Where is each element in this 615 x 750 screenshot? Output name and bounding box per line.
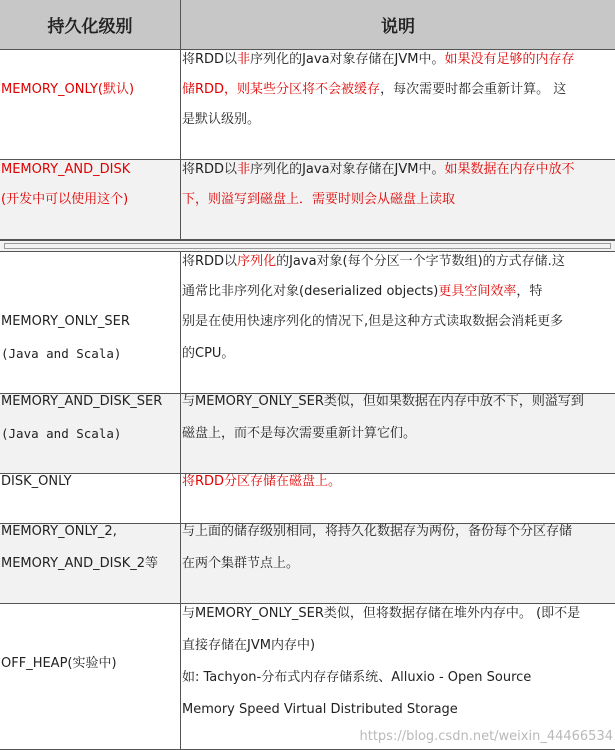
level-text: MEMORY_AND_DISK bbox=[1, 162, 131, 177]
level-cell bbox=[0, 524, 181, 603]
level-cell bbox=[0, 252, 181, 393]
description-text: 通常比非序列化对象(deserialized objects)更具空间效率，特 bbox=[182, 284, 543, 299]
watermark: https://blog.csdn.net/weixin_44466534 bbox=[359, 729, 613, 744]
table-row bbox=[0, 252, 615, 394]
level-text: OFF_HEAP(实验中) bbox=[1, 656, 117, 671]
header-level: 持久化级别 bbox=[0, 0, 181, 49]
description-text: 将RDD以非序列化的Java对象存储在JVM中。如果数据在内存中放不 bbox=[182, 162, 575, 177]
description-text: 是默认级别。 bbox=[182, 112, 261, 127]
description-cell bbox=[181, 160, 615, 239]
header-description: 说明 bbox=[381, 17, 415, 37]
description-text: 磁盘上，而不是每次需要重新计算它们。 bbox=[182, 426, 417, 441]
level-text: MEMORY_ONLY(默认) bbox=[1, 82, 135, 97]
description-text: 与上面的储存级别相同，将持久化数据存为两份，备份每个分区存储 bbox=[182, 524, 573, 539]
description-text: 在两个集群节点上。 bbox=[182, 556, 300, 571]
description-cell bbox=[181, 252, 615, 393]
level-text: MEMORY_ONLY_SER bbox=[1, 314, 130, 329]
level-cell bbox=[0, 160, 181, 239]
level-cell bbox=[0, 604, 181, 749]
description-text: 与MEMORY_ONLY_SER类似，但将数据存储在堆外内存中。 (即不是 bbox=[182, 606, 581, 621]
level-text: DISK_ONLY bbox=[1, 474, 72, 489]
description-text: Memory Speed Virtual Distributed Storage bbox=[182, 702, 458, 717]
table-row bbox=[0, 50, 615, 160]
description-text: 下，则溢写到磁盘上．需要时则会从磁盘上读取 bbox=[182, 192, 456, 207]
description-text: 将RDD以非序列化的Java对象存储在JVM中。如果没有足够的内存存 bbox=[182, 52, 575, 67]
description-cell bbox=[181, 50, 615, 159]
description-text: 储RDD，则某些分区将不会被缓存，每次需要时都会重新计算。 这 bbox=[182, 82, 567, 97]
level-text: (开发中可以使用这个) bbox=[1, 192, 129, 207]
description-cell bbox=[181, 524, 615, 603]
level-text: MEMORY_AND_DISK_2等 bbox=[1, 556, 159, 571]
description-cell bbox=[181, 394, 615, 473]
level-cell bbox=[0, 50, 181, 159]
description-text: 的CPU。 bbox=[182, 346, 235, 361]
description-text: 将RDD以序列化的Java对象(每个分区一个字节数组)的方式存储.这 bbox=[182, 254, 565, 269]
table-header bbox=[0, 0, 615, 50]
description-text: 直接存储在JVM内存中) bbox=[182, 638, 316, 653]
table-row bbox=[0, 160, 615, 240]
description-text: 与MEMORY_ONLY_SER类似，但如果数据在内存中放不下，则溢写到 bbox=[182, 394, 584, 409]
level-text: MEMORY_AND_DISK_SER bbox=[1, 394, 163, 409]
row-separator bbox=[0, 240, 615, 252]
level-text: (Java and Scala) bbox=[1, 346, 122, 361]
level-cell bbox=[0, 394, 181, 473]
description-text: 别是在使用快速序列化的情况下,但是这种方式读取数据会消耗更多 bbox=[182, 314, 564, 329]
table-row bbox=[0, 524, 615, 604]
level-text: MEMORY_ONLY_2, bbox=[1, 524, 117, 539]
table-row bbox=[0, 394, 615, 474]
description-text: 如: Tachyon-分布式内存存储系统、Alluxio - Open Source bbox=[182, 670, 532, 685]
description-text: 将RDD分区存储在磁盘上。 bbox=[182, 474, 342, 489]
description-cell bbox=[181, 604, 615, 749]
level-text: (Java and Scala) bbox=[1, 426, 122, 441]
